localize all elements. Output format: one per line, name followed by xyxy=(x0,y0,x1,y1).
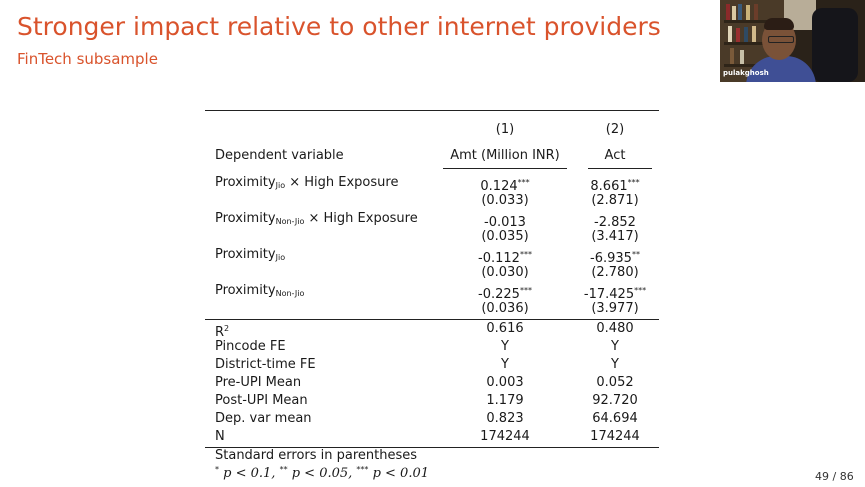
se-cell: (0.030) xyxy=(481,265,529,280)
stat-cell: 174244 xyxy=(480,429,530,444)
row-label: Pre-UPI Mean xyxy=(215,375,302,390)
stat-cell: 0.052 xyxy=(596,375,634,390)
coef-cell: 8.661*** xyxy=(590,178,640,194)
se-cell: (0.033) xyxy=(481,193,529,208)
stat-cell: Y xyxy=(501,339,509,354)
stat-cell: 0.616 xyxy=(486,321,524,336)
coef-cell: -0.225*** xyxy=(478,286,532,302)
table-top-rule xyxy=(205,110,659,111)
dependent-variable-label: Dependent variable xyxy=(215,148,344,163)
participant-video-tile[interactable] xyxy=(720,0,865,82)
se-cell: (0.035) xyxy=(481,229,529,244)
row-label: Proximity$_{Jio}$ × High Exposure xyxy=(215,175,399,190)
stat-cell: Y xyxy=(611,357,619,372)
participant-glasses xyxy=(768,36,794,43)
column-header-1: Amt (Million INR) xyxy=(450,148,560,163)
slide-title: Stronger impact relative to other internet providers xyxy=(17,12,661,41)
row-label: District-time FE xyxy=(215,357,316,372)
participant-hair xyxy=(764,18,794,30)
column-number-2: (2) xyxy=(605,122,625,137)
row-label: Proximity$_{Jio}$ xyxy=(215,247,286,262)
participant-name-label: pulakghosh xyxy=(723,69,769,77)
stat-cell: 1.179 xyxy=(486,393,524,408)
stat-cell: 0.823 xyxy=(486,411,524,426)
column-header-2: Act xyxy=(604,148,626,163)
coef-cell: 0.124*** xyxy=(480,178,530,194)
coef-cell: -2.852 xyxy=(594,215,636,230)
stat-cell: 64.694 xyxy=(592,411,638,426)
page-number: 49 / 86 xyxy=(815,470,854,483)
row-label: N xyxy=(215,429,225,444)
row-label: Proximity$_{Non-Jio}$ × High Exposure xyxy=(215,211,418,226)
coef-cell: -0.112*** xyxy=(478,250,532,266)
se-cell: (3.417) xyxy=(591,229,639,244)
column-number-1: (1) xyxy=(495,122,515,137)
table-mid-rule xyxy=(205,319,659,320)
stat-cell: 174244 xyxy=(590,429,640,444)
se-cell: (2.871) xyxy=(591,193,639,208)
se-cell: (2.780) xyxy=(591,265,639,280)
se-cell: (3.977) xyxy=(591,301,639,316)
table-note-significance: * p < 0.1, ** p < 0.05, *** p < 0.01 xyxy=(215,465,429,481)
row-label: Post-UPI Mean xyxy=(215,393,308,408)
row-label: Dep. var mean xyxy=(215,411,312,426)
se-cell: (0.036) xyxy=(481,301,529,316)
stat-cell: 0.003 xyxy=(486,375,524,390)
row-label: $R^2$ xyxy=(215,324,230,340)
table-note-standard-errors: Standard errors in parentheses xyxy=(215,448,418,463)
coef-cell: -0.013 xyxy=(484,215,526,230)
row-label: Proximity$_{Non-Jio}$ xyxy=(215,283,305,298)
stat-cell: Y xyxy=(611,339,619,354)
stat-cell: Y xyxy=(501,357,509,372)
stat-cell: 0.480 xyxy=(596,321,634,336)
row-label: Pincode FE xyxy=(215,339,286,354)
chair-background xyxy=(812,8,858,82)
stat-cell: 92.720 xyxy=(592,393,638,408)
column-header-2-underline xyxy=(588,168,652,169)
coef-cell: -6.935** xyxy=(590,250,640,266)
coef-cell: -17.425*** xyxy=(583,286,647,302)
column-header-1-underline xyxy=(443,168,567,169)
slide-subtitle: FinTech subsample xyxy=(17,50,158,68)
